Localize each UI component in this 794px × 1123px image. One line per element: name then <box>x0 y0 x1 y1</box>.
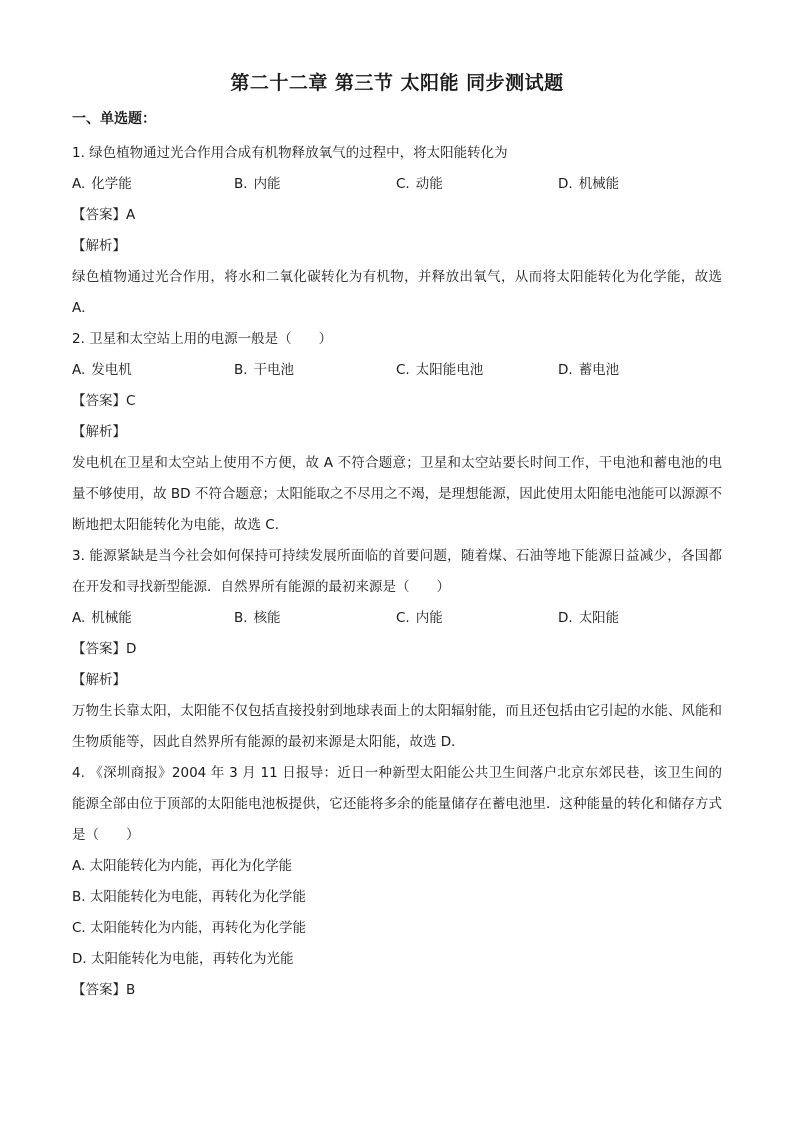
option-a: A. 机械能 <box>72 610 132 626</box>
answer-line: 【答案】B <box>72 982 136 998</box>
question-1 <box>72 138 722 324</box>
option-d: D. 太阳能转化为电能，再转化为光能 <box>72 951 294 967</box>
question-stem: 3. 能源紧缺是当今社会如何保持可持续发展所面临的首要问题，随着煤、石油等地下能源日益减少，各国都在开发和寻找新型能源．自然界所有能源的最初来源是（ ） <box>72 548 722 595</box>
analysis-label: 【解析】 <box>72 424 126 440</box>
option-c: C. 太阳能电池 <box>396 362 484 378</box>
option-a: A. 化学能 <box>72 176 132 192</box>
page-title: 第二十二章 第三节 太阳能 同步测试题 <box>230 72 564 94</box>
options-row <box>72 603 722 634</box>
answer-line: 【答案】D <box>72 641 137 657</box>
question-stem: 4. 《深圳商报》2004 年 3 月 11 日报导：近日一种新型太阳能公共卫生间落户北京东郊民巷，该卫生间的能源全部由位于顶部的太阳能电池板提供，它还能将多余的能量储存在蓄电池里．这种能量的转化和储存方式是（ ） <box>72 765 722 843</box>
answer-line: 【答案】C <box>72 393 136 409</box>
analysis-text: 万物生长靠太阳，太阳能不仅包括直接投射到地球表面上的太阳辐射能，而且还包括由它引起的水能、风能和生物质能等，因此自然界所有能源的最初来源是太阳能，故选 D． <box>72 703 722 750</box>
option-c: C. 内能 <box>396 610 443 626</box>
answer-value: C <box>126 393 136 409</box>
option-d: D. 蓄电池 <box>558 362 620 378</box>
section-heading: 一、单选题： <box>72 111 156 127</box>
answer-value: D <box>126 641 137 657</box>
question-list <box>72 138 722 1006</box>
analysis-label: 【解析】 <box>72 672 126 688</box>
option-b: B. 内能 <box>234 176 281 192</box>
question-stem: 1. 绿色植物通过光合作用合成有机物释放氧气的过程中，将太阳能转化为 <box>72 145 508 161</box>
analysis-text: 绿色植物通过光合作用，将水和二氧化碳转化为有机物，并释放出氧气，从而将太阳能转化为化学能，故选 A． <box>72 269 722 316</box>
option-c: C. 动能 <box>396 176 443 192</box>
analysis-text: 发电机在卫星和太空站上使用不方便，故 A 不符合题意；卫星和太空站要长时间工作，干电池和蓄电池的电量不够使用，故 BD 不符合题意；太阳能取之不尽用之不竭，是理想能源，因此使用太阳能电池能可以源源不断地把太阳能转化为电能，故选 C． <box>72 455 722 533</box>
option-c: C. 太阳能转化为内能，再转化为化学能 <box>72 920 307 936</box>
option-d: D. 太阳能 <box>558 610 620 626</box>
options-row <box>72 355 722 386</box>
question-4 <box>72 758 722 1006</box>
answer-value: B <box>126 982 136 998</box>
answer-line: 【答案】A <box>72 207 136 223</box>
option-b: B. 核能 <box>234 610 281 626</box>
analysis-label: 【解析】 <box>72 238 126 254</box>
option-a: A. 太阳能转化为内能，再化为化学能 <box>72 858 293 874</box>
option-b: B. 干电池 <box>234 362 295 378</box>
option-a: A. 发电机 <box>72 362 132 378</box>
question-stem: 2. 卫星和太空站上用的电源一般是（ ） <box>72 331 333 347</box>
answer-value: A <box>126 207 136 223</box>
question-3 <box>72 541 722 758</box>
option-d: D. 机械能 <box>558 176 620 192</box>
question-2 <box>72 324 722 541</box>
options-row <box>72 169 722 200</box>
option-b: B. 太阳能转化为电能，再转化为化学能 <box>72 889 306 905</box>
